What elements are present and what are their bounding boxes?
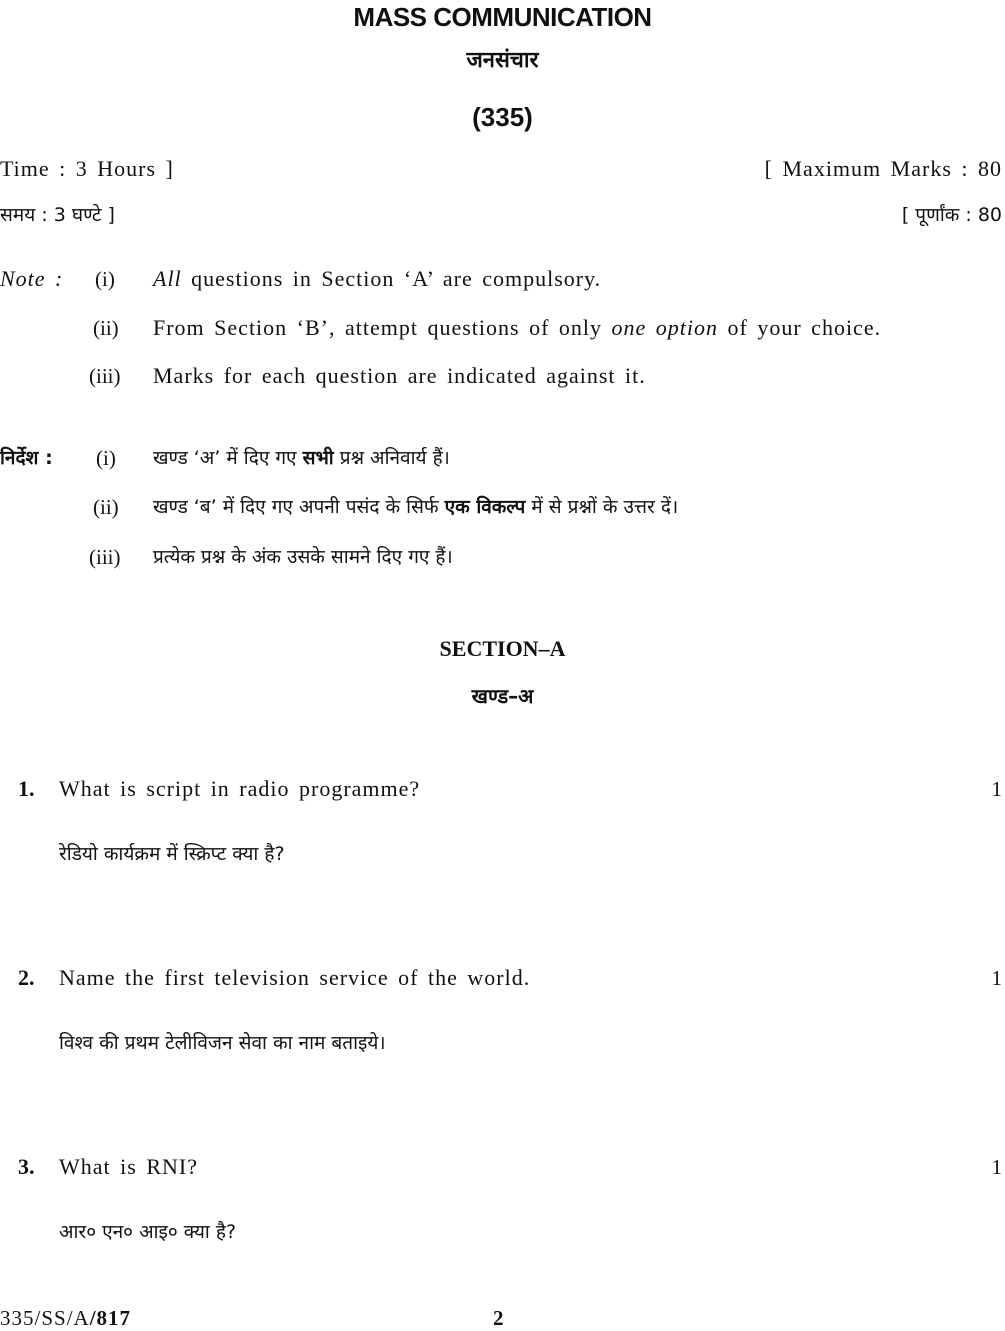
note-item-number-hindi: (ii) <box>93 495 119 519</box>
note-item-text-hindi: प्रत्येक प्रश्न के अंक उसके सामने दिए गए हैं। <box>153 546 453 568</box>
note-label-hindi: निर्देश : <box>0 447 53 469</box>
note-item-text-hindi: खण्ड ‘अ’ में दिए गए सभी प्रश्न अनिवार्य हैं। <box>153 447 450 469</box>
note-label: Note : <box>0 266 64 291</box>
note-item-number-hindi: (i) <box>96 446 116 470</box>
question-text: What is script in radio programme? <box>59 776 421 801</box>
question-text: Name the first television service of the world. <box>59 965 531 990</box>
question-text: What is RNI? <box>59 1154 198 1179</box>
section-title-hindi: खण्ड–अ <box>471 684 534 708</box>
subject-title-hindi: जनसंचार <box>466 48 539 73</box>
note-item-text: All questions in Section ‘A’ are compulsory. <box>153 266 602 291</box>
question-number: 2. <box>18 965 35 990</box>
note-item-number-hindi: (iii) <box>89 545 121 569</box>
note-item-text: Marks for each question are indicated against it. <box>153 363 646 388</box>
question-number: 1. <box>18 776 35 801</box>
max-marks-label: [ Maximum Marks : 80 <box>764 156 1002 181</box>
page-number: 2 <box>493 1306 504 1330</box>
subject-title: MASS COMMUNICATION <box>353 2 652 32</box>
paper-code: 335/SS/A/817 <box>0 1306 132 1330</box>
note-item-number: (i) <box>95 267 115 291</box>
note-item-number: (iii) <box>89 364 121 388</box>
max-marks-label-hindi: [ पूर्णांक : 80 <box>901 204 1002 226</box>
subject-code: (335) <box>472 102 533 132</box>
section-title: SECTION–A <box>439 636 566 661</box>
question-number: 3. <box>18 1154 35 1179</box>
note-item-text-hindi: खण्ड ‘ब’ में दिए गए अपनी पसंद के सिर्फ एक विकल्प में से प्रश्नों के उत्तर दें। <box>153 496 679 518</box>
note-item-number: (ii) <box>93 316 119 340</box>
question-marks: 1 <box>991 966 1002 990</box>
question-text-hindi: आर० एन० आइ० क्या है? <box>59 1221 237 1243</box>
question-text-hindi: विश्व की प्रथम टेलीविजन सेवा का नाम बताइये। <box>59 1032 386 1054</box>
note-item-text: From Section ‘B’, attempt questions of only one option of your choice. <box>153 315 882 340</box>
time-label: Time : 3 Hours ] <box>0 156 174 181</box>
question-marks: 1 <box>991 1155 1002 1179</box>
question-marks: 1 <box>991 777 1002 801</box>
question-text-hindi: रेडियो कार्यक्रम में स्क्रिप्ट क्या है? <box>59 843 285 865</box>
time-label-hindi: समय : 3 घण्टे ] <box>0 204 115 226</box>
